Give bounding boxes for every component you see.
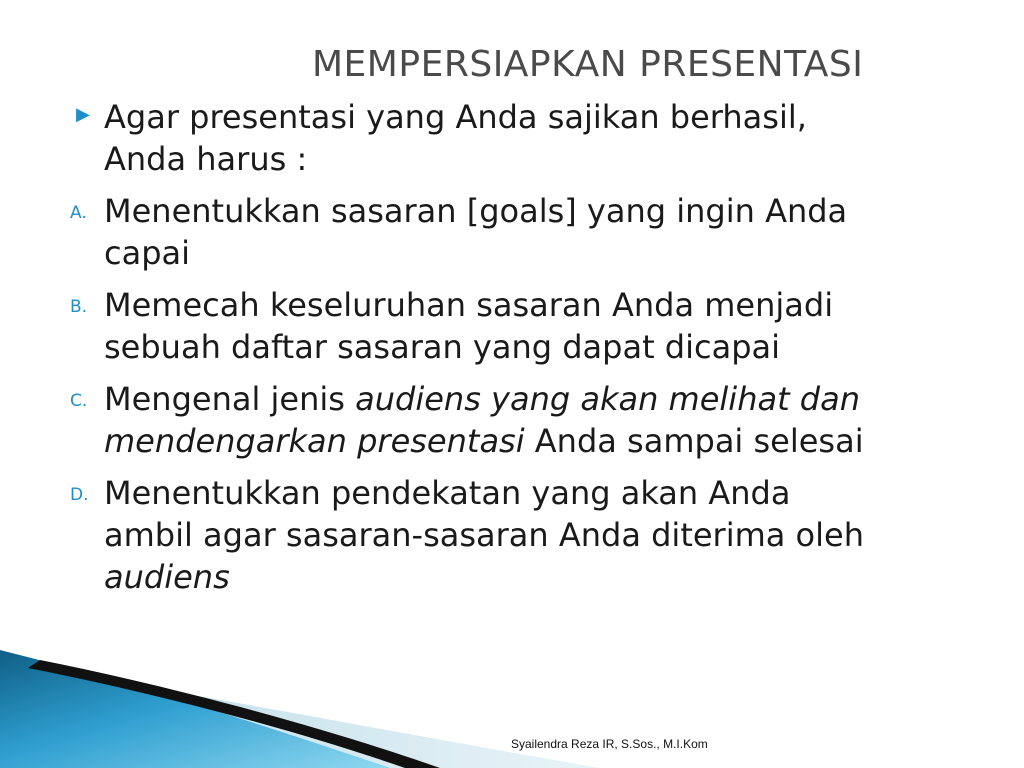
footer-author: Syailendra Reza IR, S.Sos., M.I.Kom: [511, 737, 708, 751]
list-marker-d: D.: [70, 485, 89, 505]
list-text-c: [104, 378, 870, 462]
intro-item: [70, 96, 870, 180]
list-text-b: Memecah keseluruhan sasaran Anda menjadi sebuah daftar sasaran yang dapat dicapai: [104, 286, 834, 366]
list-item-a: [70, 190, 870, 274]
right-triangle-bullet-icon: ▶: [76, 104, 90, 125]
list-text-d: [104, 472, 870, 598]
slide-title: MEMPERSIAPKAN PRESENTASI: [312, 44, 864, 85]
list-text-d-normal: Menentukkan pendekatan yang akan Anda ambil agar sasaran-sasaran Anda diterima oleh: [104, 474, 864, 554]
list-text-c-normal: Mengenal jenis: [104, 380, 356, 418]
intro-text: Agar presentasi yang Anda sajikan berhasil, Anda harus :: [104, 98, 807, 178]
list-text-d-italic: audiens: [104, 558, 230, 596]
list-text-c-after: Anda sampai selesai: [524, 422, 864, 460]
list-marker-c: C.: [70, 391, 88, 411]
list-text-a: Menentukkan sasaran [goals] yang ingin Anda capai: [104, 192, 848, 272]
list-item-b: [70, 284, 870, 368]
list-item-d: [70, 472, 870, 598]
slide-content: [70, 96, 870, 608]
list-item-c: [70, 378, 870, 462]
list-marker-a: A.: [70, 203, 87, 223]
list-text-c-italic: audiens yang akan melihat dan mendengarkan presentasi: [104, 380, 860, 460]
list-marker-b: B.: [70, 297, 88, 317]
intro-bullet: [70, 96, 104, 125]
